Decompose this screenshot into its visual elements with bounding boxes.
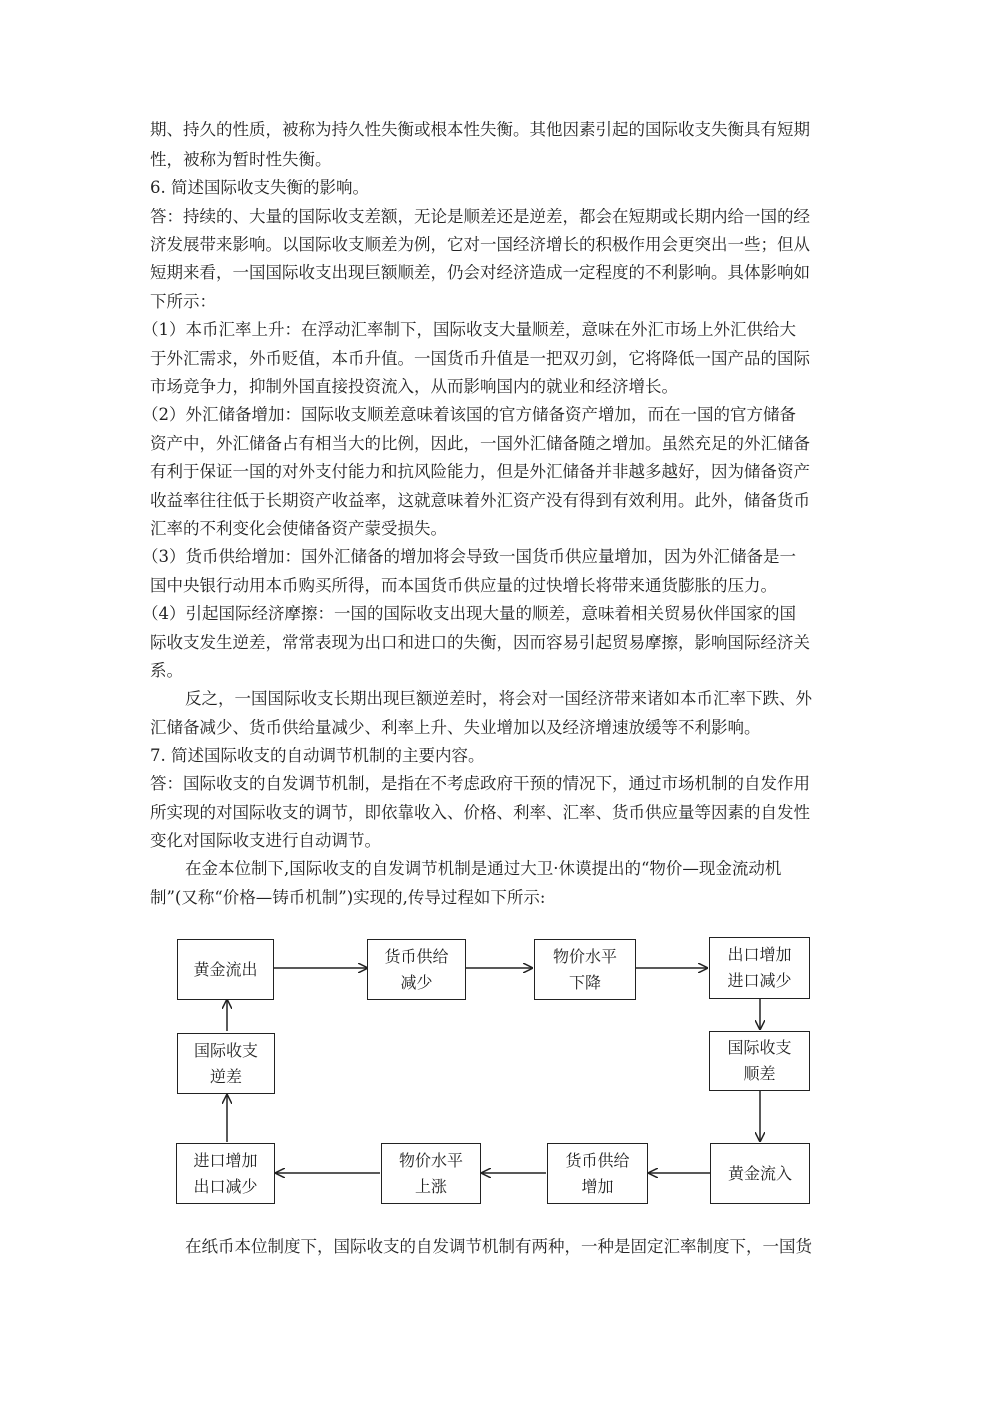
node-label: 黄金流出 [193,959,258,979]
paragraph-line: 市场竞争力，抑制外国直接投资流入，从而影响国内的就业和经济增长。 [150,377,678,396]
node-label: 黄金流入 [727,1163,792,1183]
paragraph-line: 汇率的不利变化会使储备资产蒙受损失。 [150,519,447,538]
paragraph-line: 汇储备减少、货币供给量减少、利率上升、失业增加以及经济增速放缓等不利影响。 [150,718,761,737]
node-label: 下降 [568,972,601,992]
paragraph-line: 性，被称为暂时性失衡。 [150,150,332,169]
paragraph-line: 国中央银行动用本币购买所得，而本国货币供应量的过快增长将带来通货膨胀的压力。 [150,576,777,595]
node-label: 上涨 [414,1176,447,1196]
list-item-line: （1）本币汇率上升：在浮动汇率制下，国际收支大量顺差，意味在外汇市场上外汇供给大 [142,320,796,339]
node-label: 货币供给 [384,946,449,966]
node-label: 国际收支 [727,1038,792,1057]
node-label: 国际收支 [193,1040,258,1060]
question-heading: 7. 简述国际收支的自动调节机制的主要内容。 [150,746,485,765]
node-label: 货币供给 [565,1150,630,1170]
node-import-up-export-down [176,1143,275,1204]
question-heading: 6. 简述国际收支失衡的影响。 [150,178,369,197]
node-money-supply-increase [547,1143,648,1204]
list-item-line: （2）外汇储备增加：国际收支顺差意味着该国的官方储备资产增加，而在一国的官方储备 [142,405,796,424]
node-label: 减少 [400,972,433,992]
paragraph-line: 资产中，外汇储备占有相当大的比例，因此，一国外汇储备随之增加。虽然充足的外汇储备 [150,434,810,453]
node-bop-surplus [709,1031,810,1091]
paragraph-line: 济发展带来影响。以国际收支顺差为例，它对一国经济增长的积极作用会更突出一些；但从 [150,235,810,254]
node-price-rise [381,1143,481,1204]
node-bop-deficit [177,1033,275,1094]
node-gold-inflow [710,1143,810,1204]
node-label: 进口增加 [193,1150,258,1170]
paragraph-line: 答：持续的、大量的国际收支差额，无论是顺差还是逆差，都会在短期或长期内给一国的经 [150,207,810,226]
node-label: 物价水平 [552,946,617,966]
paragraph-line: 在纸币本位制度下，国际收支的自发调节机制有两种，一种是固定汇率制度下，一国货 [185,1237,812,1256]
paragraph-line: 系。 [150,661,183,680]
paragraph-line: 期、持久的性质，被称为持久性失衡或根本性失衡。其他因素引起的国际收支失衡具有短期 [150,120,810,139]
node-price-fall [534,939,636,1000]
node-label: 物价水平 [398,1150,463,1170]
node-label: 进口减少 [727,971,792,990]
paragraph-line: 短期来看，一国国际收支出现巨额顺差，仍会对经济造成一定程度的不利影响。具体影响如 [150,263,810,282]
node-gold-outflow [177,939,274,1000]
node-label: 顺差 [743,1064,776,1083]
paragraph-line: 答：国际收支的自发调节机制，是指在不考虑政府干预的情况下，通过市场机制的自发作用 [150,774,810,793]
paragraph-line: 际收支发生逆差，常常表现为出口和进口的失衡，因而容易引起贸易摩擦，影响国际经济关 [150,633,810,652]
paragraph-line: 于外汇需求，外币贬值，本币升值。一国货币升值是一把双刃剑，它将降低一国产品的国际 [150,349,810,368]
node-label: 增加 [581,1176,614,1196]
node-label: 出口减少 [193,1176,258,1196]
list-item-line: （3）货币供给增加：国外汇储备的增加将会导致一国货币供应量增加，因为外汇储备是一 [142,547,796,566]
node-export-up-import-down [709,937,810,999]
list-item-line: （4）引起国际经济摩擦：一国的国际收支出现大量的顺差，意味着相关贸易伙伴国家的国 [142,604,796,623]
paragraph-line: 制”(又称“价格—铸币机制”)实现的,传导过程如下所示: [150,888,546,907]
paragraph-line: 有利于保证一国的对外支付能力和抗风险能力，但是外汇储备并非越多越好，因为储备资产 [150,462,810,481]
paragraph-line: 变化对国际收支进行自动调节。 [150,831,381,850]
paragraph-line: 在金本位制下,国际收支的自发调节机制是通过大卫·休谟提出的“物价—现金流动机 [185,859,782,878]
paragraph-line: 下所示： [150,292,216,311]
paragraph-line: 收益率往往低于长期资产收益率，这就意味着外汇资产没有得到有效利用。此外，储备货币 [150,491,810,510]
node-label: 逆差 [209,1066,242,1086]
paragraph-line: 所实现的对国际收支的调节，即依靠收入、价格、利率、汇率、货币供应量等因素的自发性 [150,803,810,822]
paragraph-line: 反之，一国国际收支长期出现巨额逆差时，将会对一国经济带来诸如本币汇率下跌、外 [185,689,812,708]
node-label: 出口增加 [727,945,792,964]
node-money-supply-decrease [367,939,466,1000]
